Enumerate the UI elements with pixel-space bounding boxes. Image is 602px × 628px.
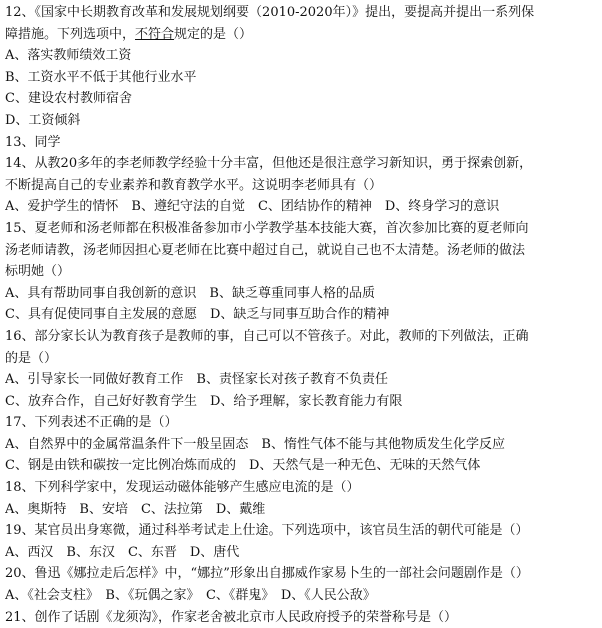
question-14	[5, 153, 599, 218]
option-line: C、放弃合作，自己好好教育学生 D、给予理解，家长教育能力有限	[5, 393, 403, 409]
question-stem-line: 14、从教20多年的李老师教学经验十分丰富，但他还是很注意学习新知识，勇于探索创新，	[5, 156, 533, 172]
question-stem-line: 不断提高自己的专业素养和教育教学水平。这说明李老师具有（）	[5, 177, 383, 193]
option-line: A、《社会支柱》 B、《玩偶之家》 C、《群鬼》 D、《人民公敌》	[5, 588, 376, 604]
question-stem-line: 标明她（）	[5, 264, 71, 280]
question-stem-line: 12、《国家中长期教育改革和发展规划纲要（2010-2020年）》提出，要提高并提出一系列保	[5, 5, 535, 20]
option-line: A、引导家长一同做好教育工作 B、责怪家长对孩子教育不负责任	[5, 372, 388, 388]
option-line: C、建设农村教师宿舍	[5, 91, 132, 107]
question-19	[5, 520, 599, 563]
option-line: C、具有促使同事自主发展的意愿 D、缺乏与同事互助合作的精神	[5, 307, 390, 323]
option-line: B、工资水平不低于其他行业水平	[5, 69, 197, 85]
exam-document	[5, 2, 599, 628]
option-line: A、西汉 B、东汉 C、东晋 D、唐代	[5, 544, 240, 560]
question-stem-line: 21、创作了话剧《龙须沟》，作家老舍被北京市人民政府授予的荣誉称号是（）	[5, 609, 458, 625]
question-15	[5, 218, 599, 326]
question-stem-text: 规定的是（）	[174, 26, 253, 42]
question-18	[5, 477, 599, 520]
question-stem-line: 18、下列科学家中，发现运动磁体能够产生感应电流的是（）	[5, 480, 360, 496]
option-line: A、奥斯特 B、安培 C、法拉第 D、戴维	[5, 501, 266, 517]
option-line: A、自然界中的金属常温条件下一般呈固态 B、惰性气体不能与其他物质发生化学反应	[5, 436, 505, 452]
option-line: A、落实教师绩效工资	[5, 48, 132, 64]
question-stem-line: 20、鲁迅《娜拉走后怎样》中，“娜拉”形象出自挪威作家易卜生的一部社会问题剧作是（）	[5, 566, 529, 582]
question-21	[5, 607, 599, 628]
question-stem-line: 13、同学	[5, 134, 61, 150]
option-line: C、钢是由铁和碳按一定比例冶炼而成的 D、天然气是一种无色、无味的天然气体	[5, 458, 481, 474]
option-line: A、具有帮助同事自我创新的意识 B、缺乏尊重同事人格的品质	[5, 285, 375, 301]
underlined-emphasis: 不符合	[135, 26, 175, 42]
question-stem-line: 汤老师请教，汤老师因担心夏老师在比赛中超过自己，就说自己也不太清楚。汤老师的做法	[5, 242, 526, 258]
question-20	[5, 563, 599, 606]
question-stem-line: 19、某官员出身寒微，通过科举考试走上仕途。下列选项中，该官员生活的朝代可能是（）	[5, 523, 529, 539]
question-12	[5, 2, 599, 132]
question-stem-line: 17、下列表述不正确的是（）	[5, 415, 178, 431]
question-stem-line	[5, 24, 599, 46]
question-stem-text: 障措施。下列选项中，	[5, 26, 136, 42]
option-line: A、爱护学生的情怀 B、遵纪守法的自觉 C、团结协作的精神 D、终身学习的意识	[5, 199, 500, 215]
option-line: D、工资倾斜	[5, 112, 81, 128]
question-17	[5, 412, 599, 477]
question-13	[5, 132, 599, 154]
question-stem-line: 15、夏老师和汤老师都在积极准备参加市小学教学基本技能大赛，首次参加比赛的夏老师向	[5, 220, 529, 236]
question-16	[5, 326, 599, 412]
question-stem-line: 的是（）	[5, 350, 58, 366]
question-stem-line: 16、部分家长认为教育孩子是教师的事，自己可以不管孩子。对此，教师的下列做法，正确	[5, 328, 529, 344]
